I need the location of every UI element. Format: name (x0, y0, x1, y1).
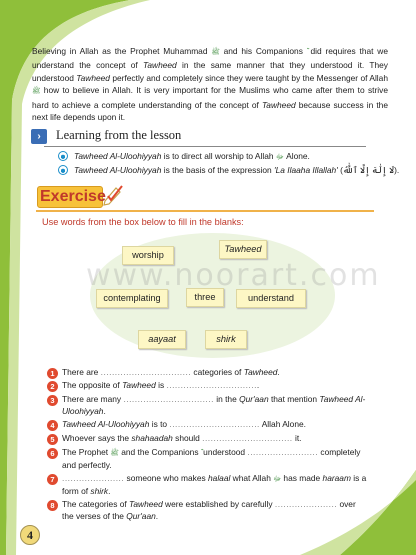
question-number: 7 (47, 474, 58, 485)
exercise-divider (36, 210, 374, 212)
watermark: www.noorart.com (86, 258, 381, 293)
question-number: 3 (47, 395, 58, 406)
question-number: 6 (47, 448, 58, 459)
bullet-icon (58, 151, 68, 161)
exercise-title: Exercise (40, 188, 106, 205)
question-2: The opposite of Tawheed is ................................. (62, 380, 260, 390)
question-3: There are many ................................ in the Qur'aan that mention Tawheed Al-Uloohiyyah. (62, 394, 366, 416)
word-card: understand (236, 289, 306, 308)
word-card: shirk (205, 330, 247, 349)
pencil-check-icon (102, 183, 126, 207)
pbuh-symbol: ﷺ (211, 49, 220, 56)
question-number: 8 (47, 500, 58, 511)
exercise-instruction: Use words from the box below to fill in the blanks: (42, 217, 244, 227)
question-8: The categories of Tawheed were established by carefully ...................... over the verses of the Qur'aan. (62, 499, 356, 521)
question-7: ...................... someone who makes halaal what Allah ﷻ has made haraam is a form of shirk. (62, 473, 367, 496)
question-5: Whoever says the shahaadah should ................................ it. (62, 433, 302, 443)
lesson-item: Tawheed Al-Uloohiyyah is the basis of the expression 'La Ilaaha Illallah' (لَا إِلَٰهَ إِلَّا ٱللَّٰهُ). (74, 165, 400, 175)
page-number: 4 (20, 525, 40, 545)
question-4: Tawheed Al-Uloohiyyah is to ................................ Allah Alone. (62, 419, 306, 429)
word-card: Tawheed (219, 240, 267, 259)
word-card: contemplating (96, 289, 168, 308)
question-number: 5 (47, 434, 58, 445)
question-1: There are ................................ categories of Tawheed. (62, 367, 280, 377)
question-number: 1 (47, 368, 58, 379)
word-card: worship (122, 246, 174, 265)
section-title: Learning from the lesson (56, 128, 182, 142)
word-card: aayaat (138, 330, 186, 349)
intro-paragraph: Believing in Allah as the Prophet Muhammad ﷺ and his Companions did requires that we understand the concept of Tawheed in the same manner that they understood it. They understood Tawheed perfectly and completely since they were taught by the Messenger of Allah ﷺ how to believe in Allah. It is very important for the Muslims who came after them to strive hard to achieve a complete understanding of the concept of Tawheed because success in the next life depends upon it. (32, 46, 388, 123)
question-number: 4 (47, 420, 58, 431)
pbuh-symbol: ﷺ (32, 88, 41, 96)
question-6: The Prophet ﷺ and the Companions understood ......................... completely and perfectly. (62, 447, 361, 470)
lesson-item: Tawheed Al-Uloohiyyah is to direct all worship to Allah ﷻ Alone. (74, 151, 310, 161)
question-number: 2 (47, 381, 58, 392)
section-divider (44, 146, 366, 147)
word-card: three (186, 288, 224, 307)
bullet-icon (58, 165, 68, 175)
chevron-right-icon: › (31, 129, 47, 144)
